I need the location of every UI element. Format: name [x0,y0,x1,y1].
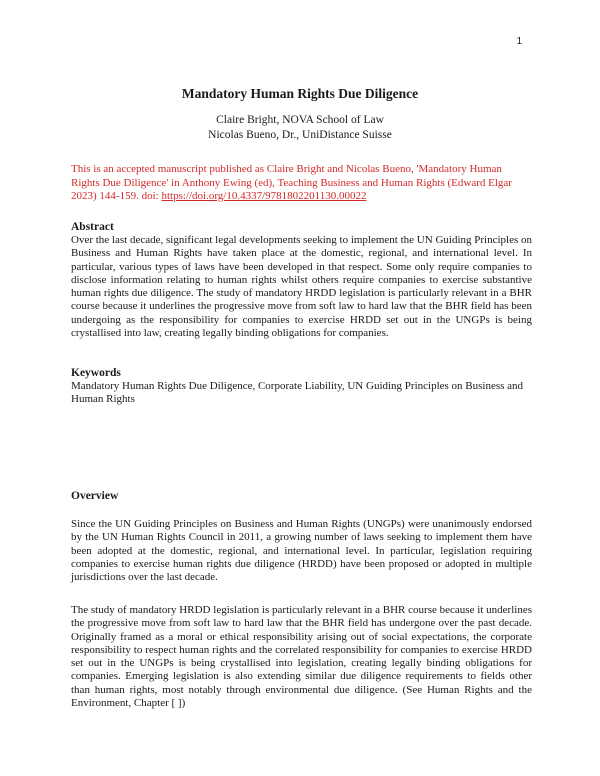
doi-link[interactable]: https://doi.org/10.4337/9781802201130.00022 [161,190,367,202]
publication-note [71,163,533,204]
keywords-heading: Keywords [71,367,121,379]
overview-paragraph-2: The study of mandatory HRDD legislation is particularly relevant in a BHR course because it underlines the progressive move from soft law to hard law that the BHR field has undergone over the past decade. Originally framed as a moral or ethical responsibility arising out of social expectations, the corporate responsibility to respect human rights and the correlated responsibility for companies to exercise HRDD set out in the UNGPs is being crystallised into legislation, creating legally binding obligations for companies. Emerging legislation is also extending similar due diligence requirements to fields other than human rights, most notably through environmental due diligence. (See Human Rights and the Environment, Chapter [ ]) [71,604,532,710]
publication-note-text: This is an accepted manuscript published as Claire Bright and Nicolas Bueno, 'Mandatory Human Rights Due Diligence' in Anthony Ewing (ed), Teaching Business and Human Rights (Edward Elgar 2023) 144-159. doi: [71,163,512,202]
keywords-body: Mandatory Human Rights Due Diligence, Corporate Liability, UN Guiding Principles on Business and Human Rights [71,380,524,406]
overview-paragraph-1: Since the UN Guiding Principles on Business and Human Rights (UNGPs) were unanimously endorsed by the UN Human Rights Council in 2011, a growing number of laws seeking to implement them have been adopted at the domestic, regional, and international level. In particular, legislation requiring companies to exercise human rights due diligence (HRDD) have been proposed or adopted in multiple jurisdictions over the last decade. [71,518,532,584]
overview-heading: Overview [71,490,119,502]
paper-title: Mandatory Human Rights Due Diligence [181,86,419,101]
abstract-heading: Abstract [71,221,114,233]
abstract-body: Over the last decade, significant legal developments seeking to implement the UN Guiding Principles on Business and Human Rights have taken place at the domestic, regional, and international level. In particular, various types of laws have been developed in that respect. Some only require companies to disclose information relating to human rights whilst others require companies to exercise substantive human rights due diligence. The study of mandatory HRDD legislation is particularly relevant in a BHR course because it underlines the progressive move from soft law to hard law that the BHR field has been undergoing as the responsibility for companies to exercise HRDD set out in the UNGPs is being crystallised into law, creating legally binding obligations for companies. [71,234,532,340]
page-number: 1 [516,36,522,47]
author-line-1: Claire Bright, NOVA School of Law [216,114,384,126]
author-line-2: Nicolas Bueno, Dr., UniDistance Suisse [208,129,392,141]
